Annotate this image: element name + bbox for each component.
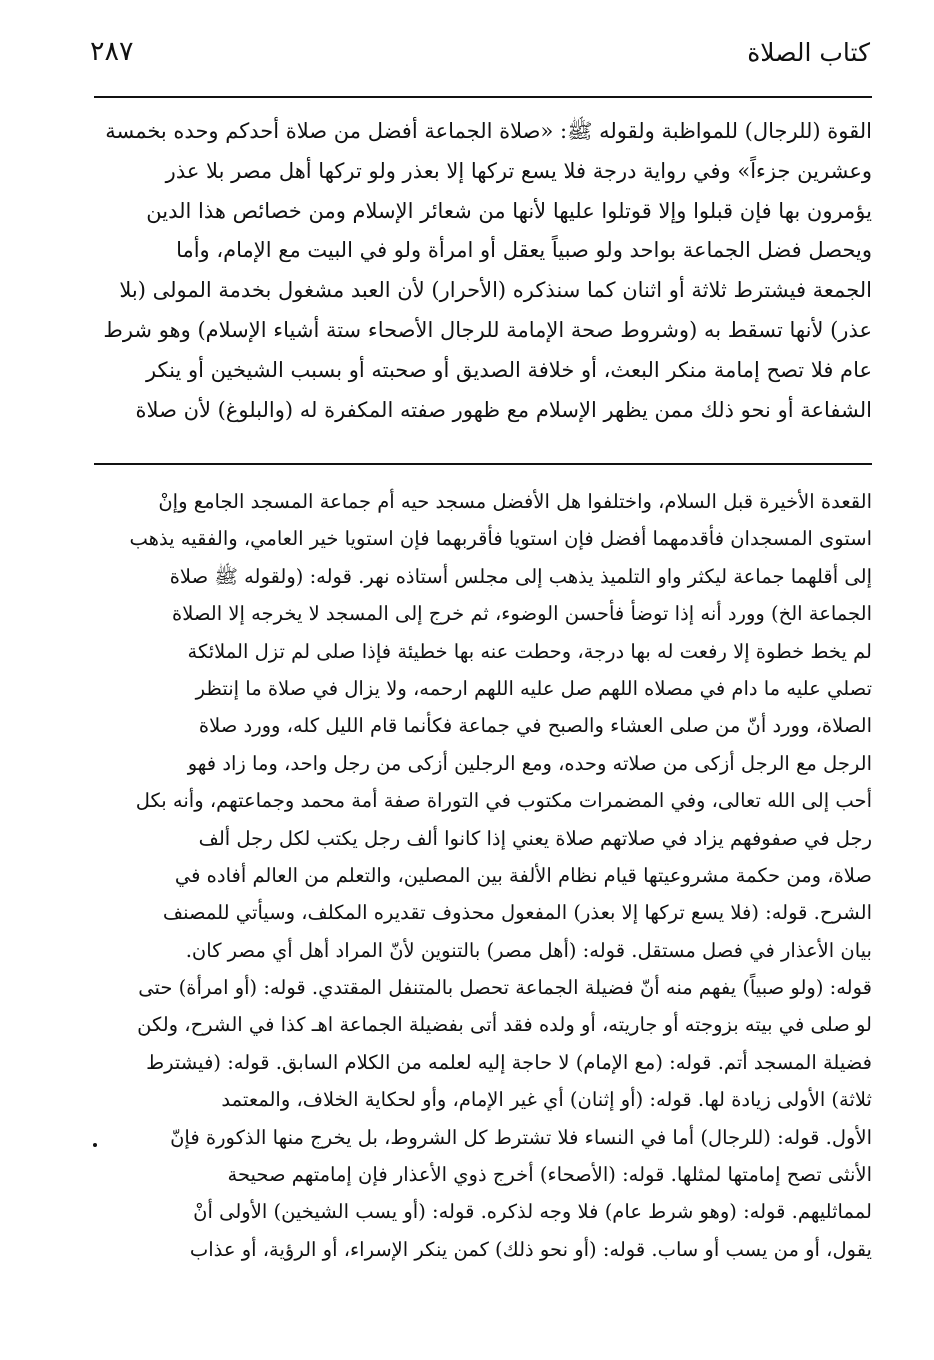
commentary-line: الصلاة، وورد أنّ من صلى العشاء والصبح في جماعة فكأنما قام الليل كله، وورد صلاة [198, 714, 872, 738]
running-header [90, 36, 870, 76]
main-text-line: عذر) لأنها تسقط به (وشروط صحة الإمامة للرجال الأصحاء ستة أشياء الإسلام) وهو شرط [103, 317, 872, 342]
main-text-line: ويحصل فضل الجماعة بواحد ولو صبياً يعقل أو امرأة ولو في البيت مع الإمام، وأما [176, 238, 872, 263]
commentary-line: تصلي عليه ما دام في مصلاه اللهم صل عليه اللهم ارحمه، ولا يزال في صلاة ما إنتظر [195, 676, 872, 700]
commentary-line: قوله: (ولو صبياً) يفهم منه أنّ فضيلة الجماعة تحصل بالمتنفل المقتدي. قوله: (أو امرأة) حتى [138, 976, 872, 1000]
commentary-line: الأنثى تصح إمامتها لمثلها. قوله: (الأصحاء) أخرج ذوي الأعذار فإن إمامتهم صحيحة [227, 1163, 872, 1187]
commentary-line: لمماثليهم. قوله: (وهو شرط عام) فلا وجه لذكره. قوله: (أو يسب الشيخين) الأولى أنْ [193, 1200, 872, 1224]
main-text-line: القوة (للرجال) للمواظبة ولقوله ﷺ: «صلاة الجماعة أفضل من صلاة أحدكم وحده بخمسة [105, 119, 872, 143]
print-speck [93, 1143, 97, 1147]
main-text-line: يؤمرون بها فإن قبلوا وإلا قوتلوا عليها لأنها من شعائر الإسلام ومن خصائص هذا الدين [146, 198, 872, 223]
commentary-line: لم يخط خطوة إلا رفعت له بها درجة، وحطت عنه بها خطيئة فإذا صلى لم تزل الملائكة [187, 639, 872, 663]
main-text [96, 112, 872, 430]
commentary-line: إلى أقلهما جماعة ليكثر واو التلميذ يذهب إلى مجلس أستاذه نهر. قوله: (ولقوله ﷺ صلاة [169, 564, 872, 588]
commentary-divider [94, 463, 872, 465]
commentary-line: الأول. قوله: (للرجال) أما في النساء فلا تشترط كل الشروط، بل يخرج منها الذكورة فإنّ [170, 1125, 872, 1149]
commentary-line: استوى المسجدان فأقدمهما أفضل فإن استويا فأقربهما فإن استويا خير العامي، والفقيه يذهب [129, 527, 872, 551]
commentary-line: القعدة الأخيرة قبل السلام، واختلفوا هل الأفضل مسجد حيه أم جماعة المسجد الجامع وإنْ [158, 490, 872, 513]
commentary-text [96, 483, 872, 1268]
commentary-line: الشرح. قوله: (فلا يسع تركها إلا بعذر) المفعول محذوف تقديره المكلف، وسيأتي للمصنف [162, 901, 872, 925]
book-title: كتاب الصلاة [747, 38, 870, 67]
commentary-line: بيان الأعذار في فصل مستقل. قوله: (أهل مصر) بالتنوين لأنّ المراد أهل أي مصر كان. [185, 938, 872, 962]
commentary-line: رجل في صفوفهم يزاد في صلاتهم صلاة يعني إذا كانوا ألف رجل يكتب لكل رجل ألف [198, 826, 872, 850]
commentary-line: فضيلة المسجد أتم. قوله: (مع الإمام) لا حاجة إليه لعلمه من الكلام السابق. قوله: (فيشترط [146, 1050, 872, 1074]
main-text-line: الشفاعة أو نحو ذلك ممن يظهر الإسلام مع ظهور صفته المكفرة له (والبلوغ) لأن صلاة [135, 397, 872, 422]
commentary-line: يقول، أو من يسب أو ساب. قوله: (أو نحو ذلك) كمن ينكر الإسراء، أو الرؤية، أو عذاب [189, 1237, 872, 1261]
main-text-line: عام فلا تصح إمامة منكر البعث، أو خلافة الصديق أو صحبته أو بسبب الشيخين أو ينكر [145, 357, 872, 382]
commentary-line: الجماعة الخ) وورد أنه إذا توضأ فأحسن الوضوء، ثم خرج إلى المسجد لا يخرجه إلا الصلاة [172, 602, 872, 626]
commentary-line: ثلاثة) الأولى زيادة لها. قوله: (أو إثنان) أي غير الإمام، وأو لحكاية الخلاف، والمعتمد [221, 1088, 872, 1112]
commentary-line: أحب إلى الله تعالى، وفي المضمرات مكتوب في التوراة صفة أمة محمد وجماعتهم، وأنه بكل [135, 789, 872, 813]
header-divider [94, 96, 872, 98]
commentary-line: لو صلى في بيته بزوجته أو جاريته، أو ولده فقد أتى بفضيلة الجماعة اهـ كذا في الشرح، ولكن [137, 1013, 872, 1037]
page-number: ٢٨٧ [90, 36, 134, 67]
commentary-line: صلاة، ومن حكمة مشروعيتها قيام نظام الألفة بين المصلين، والتعلم من العالم أفاده في [174, 863, 872, 887]
main-text-line: وعشرين جزءاً» وفي رواية درجة فلا يسع تركها إلا بعذر ولو تركها أهل مصر بلا عذر [165, 158, 872, 183]
main-text-line: الجمعة فيشترط ثلاثة أو اثنان كما سنذكره (الأحرار) لأن العبد مشغول بخدمة المولى (بلا [119, 278, 872, 303]
commentary-line: الرجل مع الرجل أزكى من صلاته وحده، ومع الرجلين أزكى من رجل واحد، وما زاد فهو [187, 751, 872, 775]
